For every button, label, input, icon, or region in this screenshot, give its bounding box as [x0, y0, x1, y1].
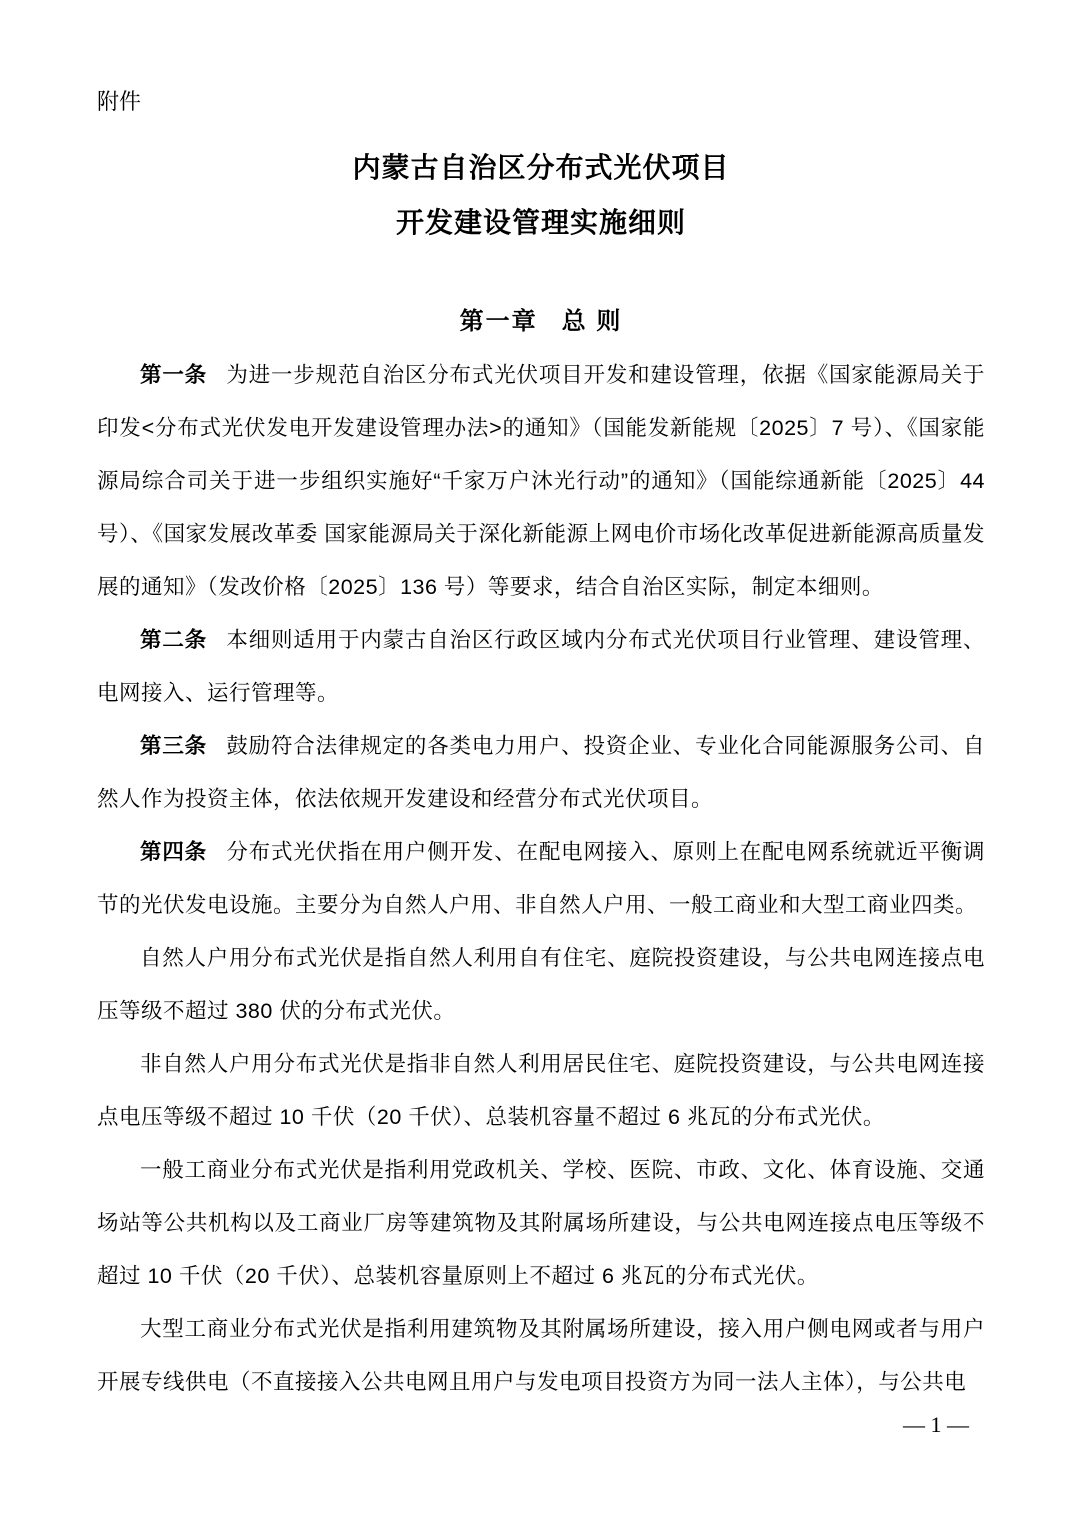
article-text: 为进一步规范自治区分布式光伏项目开发和建设管理，依据《国家能源局关于印发<分布式光伏发电开发建设管理办法>的通知》（国能发新能规〔2025〕7 号）、《国家能源局综合司关于进一步组织实施好“千家万户沐光行动”的通知》（国能综通新能〔2025〕44 号）、《国家发展改革委 国家能源局关于深化新能源上网电价市场化改革促进新能源高质量发展的通知》（发改价格〔2025〕136 号）等要求，结合自治区实际，制定本细则。: [97, 363, 986, 599]
article-text: 本细则适用于内蒙古自治区行政区域内分布式光伏项目行业管理、建设管理、电网接入、运行管理等。: [97, 628, 985, 705]
article-paragraph: [97, 720, 985, 826]
chapter-label: 第一章: [459, 308, 538, 335]
article-text: 自然人户用分布式光伏是指自然人利用自有住宅、庭院投资建设，与公共电网连接点电压等级不超过 380 伏的分布式光伏。: [97, 946, 985, 1023]
definition-paragraph: [97, 1038, 985, 1144]
chapter-title: 总 则: [561, 308, 623, 335]
article-paragraph: [97, 349, 985, 614]
article-label: 第三条: [140, 734, 207, 758]
page-number: — 1 —: [903, 1412, 969, 1437]
article-paragraph: [97, 826, 985, 932]
article-text: 非自然人户用分布式光伏是指非自然人利用居民住宅、庭院投资建设，与公共电网连接点电压等级不超过 10 千伏（20 千伏）、总装机容量不超过 6 兆瓦的分布式光伏。: [97, 1052, 985, 1129]
article-label: 第四条: [140, 840, 207, 864]
chapter-heading: [97, 305, 985, 339]
document-title: [97, 140, 985, 250]
article-text: 鼓励符合法律规定的各类电力用户、投资企业、专业化合同能源服务公司、自然人作为投资主体，依法依规开发建设和经营分布式光伏项目。: [97, 734, 985, 811]
attachment-label: 附件: [97, 89, 142, 114]
article-text: 分布式光伏指在用户侧开发、在配电网接入、原则上在配电网系统就近平衡调节的光伏发电设施。主要分为自然人户用、非自然人户用、一般工商业和大型工商业四类。: [97, 840, 985, 917]
article-text: 一般工商业分布式光伏是指利用党政机关、学校、医院、市政、文化、体育设施、交通场站等公共机构以及工商业厂房等建筑物及其附属场所建设，与公共电网连接点电压等级不超过 10 千伏（20 千伏）、总装机容量原则上不超过 6 兆瓦的分布式光伏。: [97, 1158, 985, 1288]
article-label: 第二条: [140, 628, 207, 652]
article-label: 第一条: [140, 363, 207, 387]
article-paragraph: [97, 614, 985, 720]
document-body: [97, 349, 985, 1409]
definition-paragraph: [97, 1144, 985, 1303]
document-title-line1: 内蒙古自治区分布式光伏项目: [352, 152, 730, 183]
article-text: 大型工商业分布式光伏是指利用建筑物及其附属场所建设，接入用户侧电网或者与用户开展专线供电（不直接接入公共电网且用户与发电项目投资方为同一法人主体），与公共电: [97, 1317, 985, 1394]
document-title-line2: 开发建设管理实施细则: [395, 207, 686, 238]
definition-paragraph: [97, 932, 985, 1038]
definition-paragraph: [97, 1303, 985, 1409]
